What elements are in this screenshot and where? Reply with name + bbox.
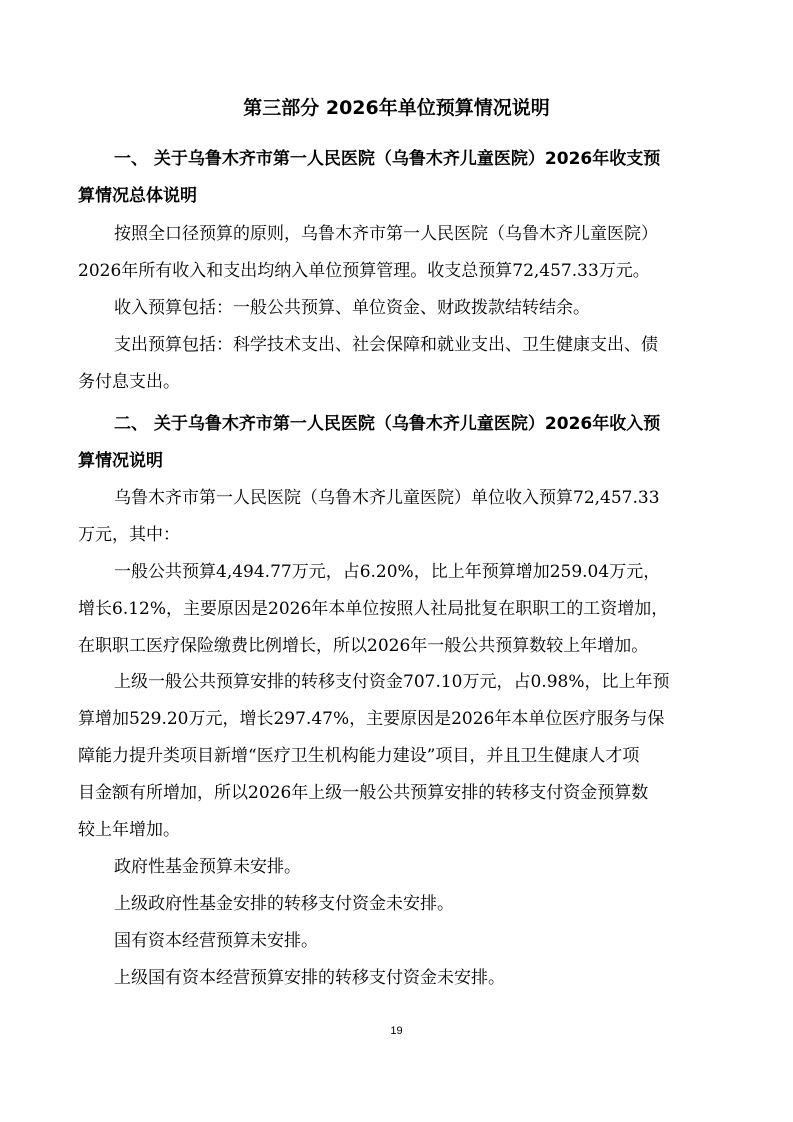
section-2-paragraph-3	[78, 664, 715, 849]
section-2-paragraph-1	[78, 480, 715, 554]
section-2-paragraph-2-line-3: 在职职工医疗保险缴费比例增长，所以2026年一般公共预算数较上年增加。	[78, 636, 649, 656]
section-2-paragraph-3-line-5: 较上年增加。	[78, 820, 180, 840]
section-2-paragraph-4	[78, 849, 715, 886]
section-2-paragraph-3-line-2: 算增加529.20万元，增长297.47%，主要原因是2026年本单位医疗服务与保	[78, 709, 665, 729]
section-2-paragraph-7	[78, 960, 715, 997]
section-2-paragraph-1-line-1: 乌鲁木齐市第一人民医院（乌鲁木齐儿童医院）单位收入预算72,457.33	[114, 488, 660, 508]
section-1-paragraph-2-line-1: 收入预算包括：一般公共预算、单位资金、财政拨款结转结余。	[114, 298, 590, 318]
page-number: 19	[390, 1025, 403, 1037]
section-2-paragraph-3-line-4: 目金额有所增加，所以2026年上级一般公共预算安排的转移支付资金预算数	[78, 783, 649, 803]
section-2-paragraph-1-line-2: 万元，其中：	[78, 525, 180, 545]
section-2-paragraph-5-line-1: 上级政府性基金安排的转移支付资金未安排。	[114, 894, 454, 914]
section-1-paragraph-3-line-2: 务付息支出。	[78, 372, 180, 392]
section-2-paragraph-3-line-1: 上级一般公共预算安排的转移支付资金707.10万元，占0.98%，比上年预	[114, 672, 670, 692]
section-2-paragraph-2-line-2: 增长6.12%，主要原因是2026年本单位按照人社局批复在职职工的工资增加，	[78, 599, 669, 619]
section-2-paragraph-4-line-1: 政府性基金预算未安排。	[114, 857, 301, 877]
section-2-paragraph-7-line-1: 上级国有资本经营预算安排的转移支付资金未安排。	[114, 968, 505, 988]
section-1-paragraph-1-line-1: 按照全口径预算的原则，乌鲁木齐市第一人民医院（乌鲁木齐儿童医院）	[114, 224, 658, 244]
page-title: 第三部分 2026年单位预算情况说明	[243, 97, 550, 119]
section-2-heading-line-2: 算情况说明	[78, 451, 163, 471]
section-1-paragraph-1-line-2: 2026年所有收入和支出均纳入单位预算管理。收支总预算72,457.33万元。	[78, 261, 650, 281]
section-1-heading-line-2: 算情况总体说明	[78, 186, 197, 206]
section-1-heading	[78, 141, 715, 215]
section-2-paragraph-2	[78, 554, 715, 665]
section-1-paragraph-3	[78, 327, 715, 401]
section-2-heading-line-1: 二、 关于乌鲁木齐市第一人民医院（乌鲁木齐儿童医院）2026年收入预	[114, 414, 661, 434]
section-1-paragraph-3-line-1: 支出预算包括：科学技术支出、社会保障和就业支出、卫生健康支出、债	[114, 335, 658, 355]
section-2-heading	[78, 406, 715, 480]
section-1-paragraph-2	[78, 290, 715, 327]
section-2-paragraph-6	[78, 923, 715, 960]
section-2-paragraph-3-line-3: 障能力提升类项目新增“医疗卫生机构能力建设”项目，并且卫生健康人才项	[78, 746, 640, 766]
section-2-paragraph-6-line-1: 国有资本经营预算未安排。	[114, 931, 318, 951]
section-2-paragraph-5	[78, 886, 715, 923]
section-1-heading-line-1: 一、 关于乌鲁木齐市第一人民医院（乌鲁木齐儿童医院）2026年收支预	[114, 149, 661, 169]
section-1-paragraph-1	[78, 216, 715, 290]
section-2-paragraph-2-line-1: 一般公共预算4,494.77万元，占6.20%，比上年预算增加259.04万元，	[114, 562, 661, 582]
